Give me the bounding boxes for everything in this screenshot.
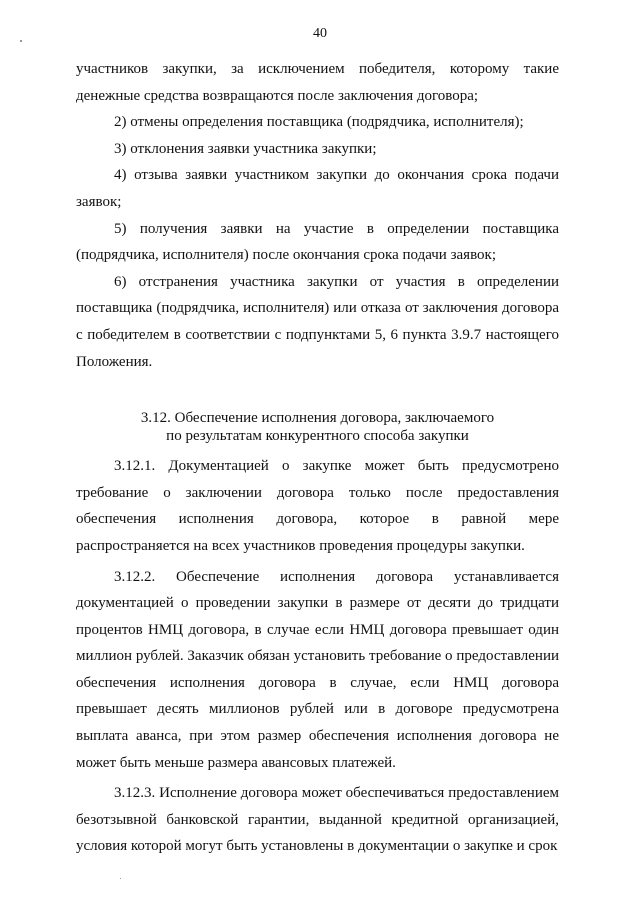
list-item-2: 2) отмены определения поставщика (подрядчика, исполнителя); (114, 114, 524, 131)
clause-3-12-1: 3.12.1. Документацией о закупке может быть предусмотрено требование о заключении договора только после предоставления обеспечения исполнения договора, которое в равной мере распространяется на всех участников проведения процедуры закупки. (76, 458, 559, 554)
section-heading (76, 409, 559, 445)
list-item-3: 3) отклонения заявки участника закупки; (114, 140, 377, 157)
clause-3-12-3: 3.12.3. Исполнение договора может обеспечиваться предоставлением безотзывной банковской гарантии, выданной кредитной организацией, условия которой могут быть установлены в документации о закупке и срок (76, 785, 559, 855)
list-item-6: 6) отстранения участника закупки от участия в определении поставщика (подрядчика, исполнителя) или отказа от заключения договора с победителем в соответствии с подпунктами 5, 6 пункта 3.9.7 настоящего Положения. (76, 273, 559, 370)
clause-3-12-2: 3.12.2. Обеспечение исполнения договора устанавливается документацией о проведении закупки в размере от десяти до тридцати процентов НМЦ договора, в случае если НМЦ договора превышает один миллион рублей. Заказчик обязан установить требование о предоставлении обеспечения исполнения договора в случае, если НМЦ договора превышает десять миллионов рублей или в договоре предусмотрена выплата аванса, при этом размер обеспечения исполнения договора не может быть меньше размера авансовых платежей. (76, 568, 559, 771)
document-body (76, 56, 559, 860)
list-item-5: 5) получения заявки на участие в определении поставщика (подрядчика, исполнителя) после окончания срока подачи заявок; (76, 220, 559, 264)
paragraph-continuation: участников закупки, за исключением победителя, которому такие денежные средства возвращаются после заключения договора; (76, 61, 559, 104)
scan-speck (20, 40, 22, 42)
list-item-4: 4) отзыва заявки участником закупки до окончания срока подачи заявок; (76, 167, 559, 210)
section-heading-line-1: 3.12. Обеспечение исполнения договора, заключаемого (140, 410, 495, 427)
page-number: 40 (313, 26, 327, 41)
section-heading-line-2: по результатам конкурентного способа закупки (166, 428, 469, 445)
scan-speck (120, 878, 121, 879)
